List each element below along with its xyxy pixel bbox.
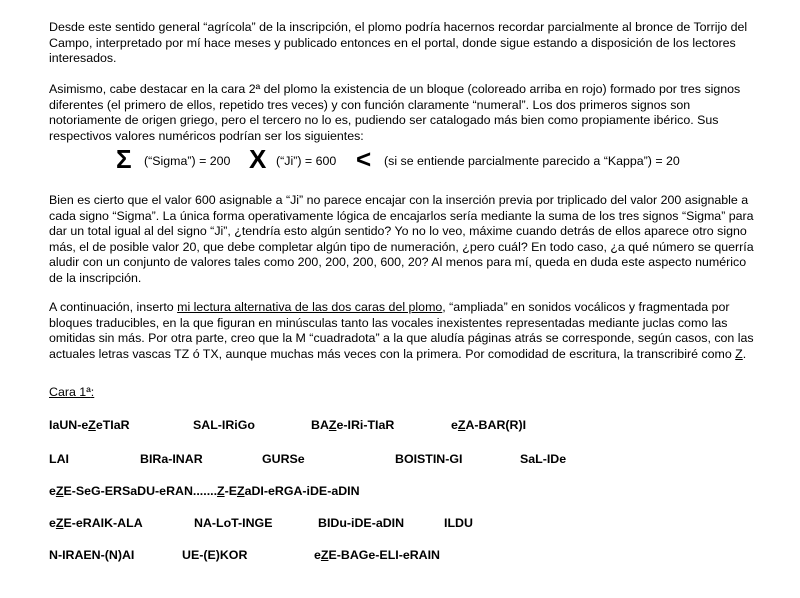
transcription-block: N-IRAEN-(N)AI xyxy=(49,548,135,562)
cara-heading-colon: : xyxy=(90,385,95,399)
transcription-block: eZA-BAR(R)I xyxy=(451,418,527,432)
paragraph-1: Desde este sentido general “agrícola” de la inscripción, el plomo podría hacernos recordar parcialmente al bronce de Torrijo del Campo, interpretado por mí hace meses y publicado entonces en el portal, donde sigue estando a disposición de los lectores interesados. xyxy=(49,20,748,66)
chi-value: (“Ji”) = 600 xyxy=(276,154,337,168)
paragraph-4-end: . xyxy=(742,346,747,361)
transcription-block: eZE-BAGe-ELI-eRAIN xyxy=(314,548,441,562)
paragraph-4-intro: A continuación, inserto xyxy=(49,300,178,314)
kappa-symbol: < xyxy=(356,144,372,174)
transcription-block: SAL-IRiGo xyxy=(193,418,255,432)
transcription-block: BAZe-IRi-TIaR xyxy=(311,418,395,432)
paragraph-2: Asimismo, cabe destacar en la cara 2ª del plomo la existencia de un bloque (coloreado arriba en rojo) formado por tres signos diferentes (el primero de ellos, repetido tres veces) y con función claramente “numeral”. Los dos primeros signos son notoriamente de origen griego, pero el tercero no lo es, pudiendo ser catalogado más bien como propiamente ibérico. Sus respectivos valores numéricos podrían ser los siguientes: xyxy=(49,82,741,143)
transcription-block: ILDU xyxy=(444,516,473,530)
sigma-symbol: Σ xyxy=(116,144,132,174)
transcription-block: eZE-SeG-ERSaDU-eRAN.......Z-EZaDI-eRGA-iDE-aDIN xyxy=(49,484,360,498)
transcription-block: BOISTIN-GI xyxy=(395,452,463,466)
alternative-reading-link[interactable]: mi lectura alternativa de las dos caras del plomo xyxy=(177,300,443,314)
transcription-block: UE-(E)KOR xyxy=(182,548,248,562)
transcription-block: LAI xyxy=(49,452,69,466)
z-letter: Z xyxy=(735,346,743,361)
transcription-block: NA-LoT-INGE xyxy=(194,516,273,530)
cara-heading xyxy=(49,385,94,399)
transcription-block: eZE-eRAIK-ALA xyxy=(49,516,143,530)
transcription-block: BIRa-INAR xyxy=(140,452,203,466)
chi-symbol: X xyxy=(249,144,267,174)
kappa-value: (si se entiende parcialmente parecido a “Kappa”) = 20 xyxy=(384,154,680,168)
transcription-block: BIDu-iDE-aDIN xyxy=(318,516,405,530)
paragraph-4 xyxy=(49,300,754,362)
paragraph-3: Bien es cierto que el valor 600 asignable a “Ji” no parece encajar con la inserción previa por triplicado del valor 200 asignable a cada signo “Sigma”. La única forma operativamente lógica de encajarlos sería mediante la suma de los tres signos “Sigma” para dar un total igual al del signo “Ji”, ¿tendría esto algún sentido? Yo no lo veo, máxime cuando detrás de ellos aparece otro signo más, el de posible valor 20, que debe completar algún tipo de numeración, ¿pero cuál? En todo caso, ¿a qué número se querría aludir con un conjunto de valores tales como 200, 200, 200, 600, 20? Al menos para mí, queda en duda este aspecto numérico de la inscripción. xyxy=(49,193,754,285)
transcription-block: GURSe xyxy=(262,452,305,466)
sigma-value: (“Sigma”) = 200 xyxy=(144,154,231,168)
paragraph-4-body: , “ampliada” en sonidos vocálicos y fragmentada por bloques traducibles, en la que figuran en minúsculas tanto las vocales inexistentes representadas mediante juclas como las omitidas sin más. Por otra parte, creo que la M “cuadradota” a la que aludía páginas atrás se corresponde, según casos, con las actuales letras vascas TZ ó TX, aunque muchas más veces con la primera. Por comodidad de escritura, la transcribiré como xyxy=(49,300,754,361)
transcription-block: IaUN-eZeTIaR xyxy=(49,418,130,432)
cara-heading-text: Cara 1ª xyxy=(49,385,91,399)
transcription-block: SaL-IDe xyxy=(520,452,567,466)
